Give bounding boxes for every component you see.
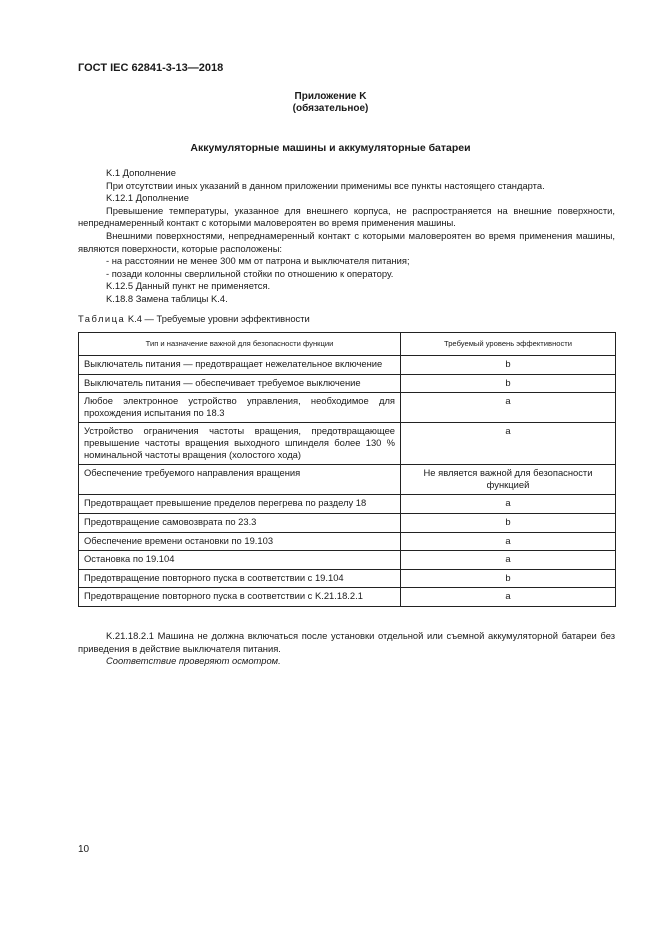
table-row — [79, 588, 616, 607]
clause-k18-8: K.18.8 Замена таблицы K.4. — [106, 292, 228, 304]
function-cell: Предотвращение самовозврата по 23.3 — [79, 513, 401, 532]
paragraph: При отсутствии иных указаний в данном приложении применимы все пункты настоящего стандарта. — [106, 179, 545, 191]
column-header-level: Требуемый уровень эффективности — [401, 333, 616, 356]
table-header-row — [79, 333, 616, 356]
function-cell: Предотвращение повторного пуска в соответствии с 19.104 — [79, 569, 401, 588]
list-item: - на расстоянии не менее 300 мм от патрона и выключателя питания; — [106, 255, 410, 267]
table-caption — [78, 313, 310, 326]
level-cell: a — [401, 532, 616, 551]
annex-heading: Аккумуляторные машины и аккумуляторные батареи — [190, 142, 471, 154]
clause-k12-1: K.12.1 Дополнение — [106, 192, 189, 204]
table-row — [79, 423, 616, 465]
level-cell: b — [401, 356, 616, 375]
paragraph: Внешними поверхностями, непреднамеренный контакт с которыми маловероятен во время применения машины, являются поверхности, которые расположены: — [78, 229, 615, 254]
function-cell: Остановка по 19.104 — [79, 551, 401, 570]
table-row — [79, 513, 616, 532]
table-caption-word: Таблица — [78, 313, 126, 324]
page-number: 10 — [78, 844, 90, 855]
standard-designation: ГОСТ IEC 62841-3-13—2018 — [78, 62, 224, 74]
compliance-statement: Соответствие проверяют осмотром. — [106, 655, 281, 667]
function-cell: Выключатель питания — обеспечивает требуемое выключение — [79, 374, 401, 393]
table-row — [79, 532, 616, 551]
table-row — [79, 495, 616, 514]
annex-title: Приложение K — [294, 91, 367, 102]
table-row — [79, 374, 616, 393]
table-row — [79, 465, 616, 495]
clause-k1: K.1 Дополнение — [106, 167, 176, 178]
level-cell: a — [401, 495, 616, 514]
list-item: - позади колонны сверлильной стойки по отношению к оператору. — [106, 267, 394, 279]
function-cell: Любое электронное устройство управления, необходимое для прохождения испытания по 18.3 — [79, 393, 401, 423]
level-cell: a — [401, 551, 616, 570]
clause-k21-18-2-1: K.21.18.2.1 Машина не должна включаться после установки отдельной или съемной аккумуляторной батареи без приведения в действие выключателя питания. — [78, 630, 615, 654]
table-row — [79, 551, 616, 570]
table-row — [79, 569, 616, 588]
clause-k12-5: K.12.5 Данный пункт не применяется. — [106, 280, 271, 292]
function-cell: Предотвращает превышение пределов перегрева по разделу 18 — [79, 495, 401, 514]
function-cell: Выключатель питания — предотвращает нежелательное включение — [79, 356, 401, 375]
annex-body — [78, 167, 615, 306]
level-cell: a — [401, 393, 616, 423]
column-header-function: Тип и назначение важной для безопасности функции — [79, 333, 401, 356]
level-cell: b — [401, 569, 616, 588]
function-cell: Обеспечение требуемого направления вращения — [79, 465, 401, 495]
table-row — [79, 356, 616, 375]
function-cell: Обеспечение времени остановки по 19.103 — [79, 532, 401, 551]
annex-label — [78, 91, 583, 115]
table-caption-text: K.4 — Требуемые уровни эффективности — [125, 313, 310, 324]
post-table-text — [78, 630, 615, 668]
function-cell: Предотвращение повторного пуска в соответствии с K.21.18.2.1 — [79, 588, 401, 607]
level-cell: b — [401, 513, 616, 532]
table-row — [79, 393, 616, 423]
level-cell: a — [401, 423, 616, 465]
level-cell: a — [401, 588, 616, 607]
level-cell: b — [401, 374, 616, 393]
requirements-table — [78, 332, 616, 607]
paragraph: Превышение температуры, указанное для внешнего корпуса, не распространяется на внешние поверхности, непреднамеренный контакт с которыми маловероятен во время применения машины. — [78, 204, 615, 229]
annex-status: (обязательное) — [292, 103, 369, 114]
level-cell: Не является важной для безопасности функцией — [401, 465, 616, 495]
function-cell: Устройство ограничения частоты вращения, предотвращающее превышение частоты вращения выходного шпинделя более 130 % номинальной частоты вращения (холостого хода) — [79, 423, 401, 465]
